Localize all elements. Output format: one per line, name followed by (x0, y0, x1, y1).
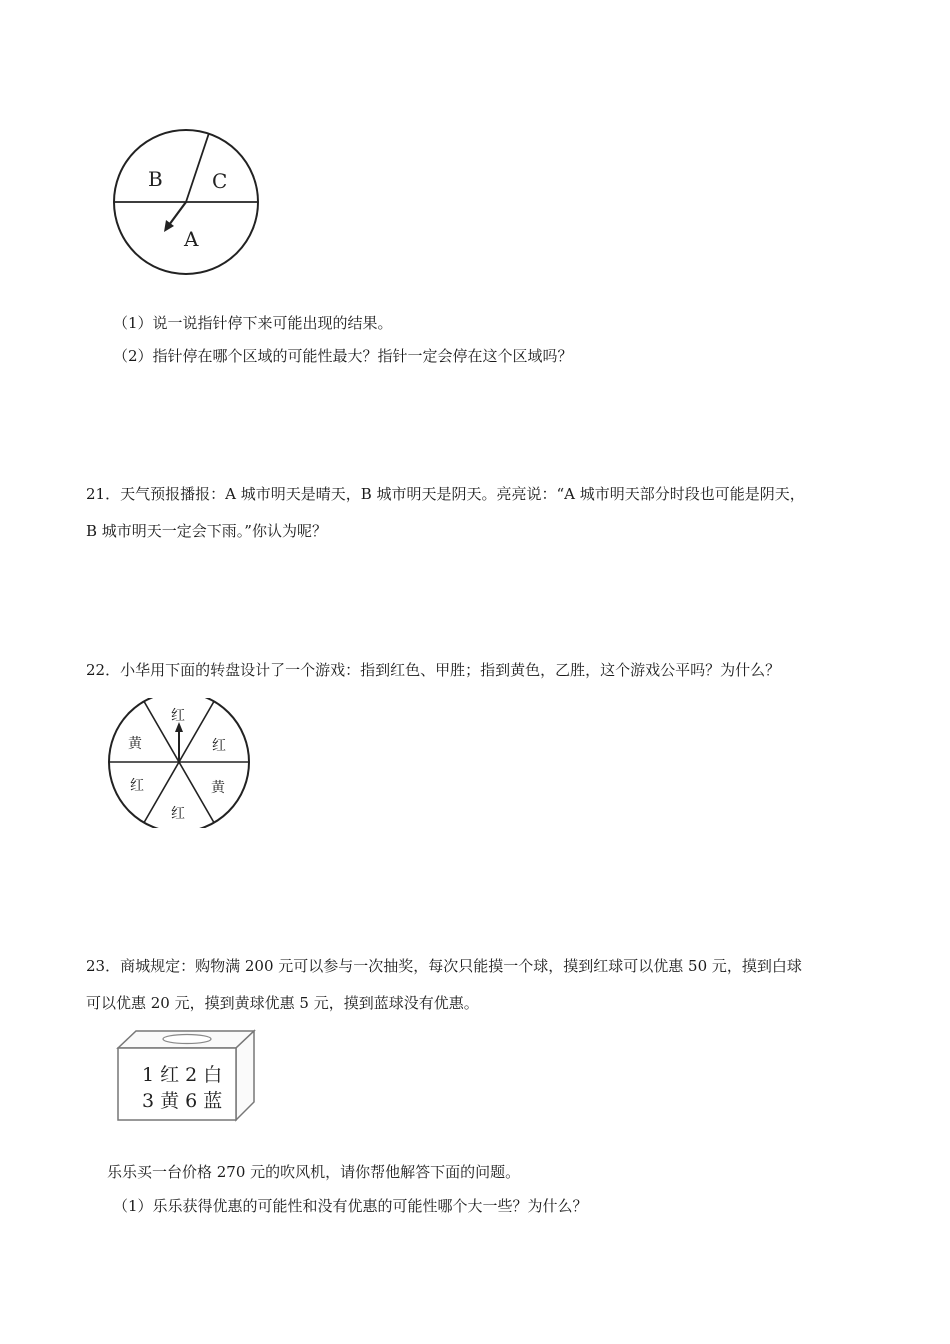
region-label-b: B (148, 167, 163, 191)
q22-text: 22．小华用下面的转盘设计了一个游戏：指到红色、甲胜；指到黄色，乙胜，这个游戏公平吗？为什么？ (86, 661, 781, 679)
region-label-c: C (212, 169, 228, 193)
q20-sub-question-1: （1）说一说指针停下来可能出现的结果。 (113, 314, 393, 332)
box-label-line-1: 1 红 2 白 (142, 1064, 223, 1086)
q23-text-line-1: 23．商城规定：购物满 200 元可以参与一次抽奖，每次只能摸一个球，摸到红球可以优惠 50 元，摸到白球 (86, 957, 802, 975)
sector-label-upper-right: 红 (212, 738, 226, 754)
pointer-shaft (169, 202, 186, 225)
q23-text-line-3: 乐乐买一台价格 270 元的吹风机，请你帮他解答下面的问题。 (107, 1163, 521, 1181)
q21-text-line-1: 21．天气预报播报：A 城市明天是晴天，B 城市明天是阴天。亮亮说：“A 城市明天部分时段也可能是阴天， (86, 485, 805, 503)
box-opening (163, 1035, 211, 1044)
box-label-line-2: 3 黄 6 蓝 (142, 1090, 223, 1112)
diagonal-divider (186, 133, 209, 202)
spinner-abc-figure (106, 128, 266, 288)
sector-label-lower-right: 黄 (211, 780, 225, 796)
spinner-color-figure (104, 698, 254, 828)
region-label-a: A (184, 227, 199, 251)
sector-label-lower-left: 红 (130, 778, 144, 794)
sector-label-bottom: 红 (171, 806, 185, 822)
sector-label-top: 红 (171, 708, 185, 724)
q23-sub-question-1: （1）乐乐获得优惠的可能性和没有优惠的可能性哪个大一些？为什么？ (113, 1197, 588, 1215)
sector-label-upper-left: 黄 (128, 736, 142, 752)
q23-text-line-2: 可以优惠 20 元，摸到黄球优惠 5 元，摸到蓝球没有优惠。 (86, 994, 479, 1012)
q21-text-line-2: B 城市明天一定会下雨。”你认为呢？ (86, 522, 327, 540)
q20-sub-question-2: （2）指针停在哪个区域的可能性最大？指针一定会停在这个区域吗？ (113, 347, 573, 365)
